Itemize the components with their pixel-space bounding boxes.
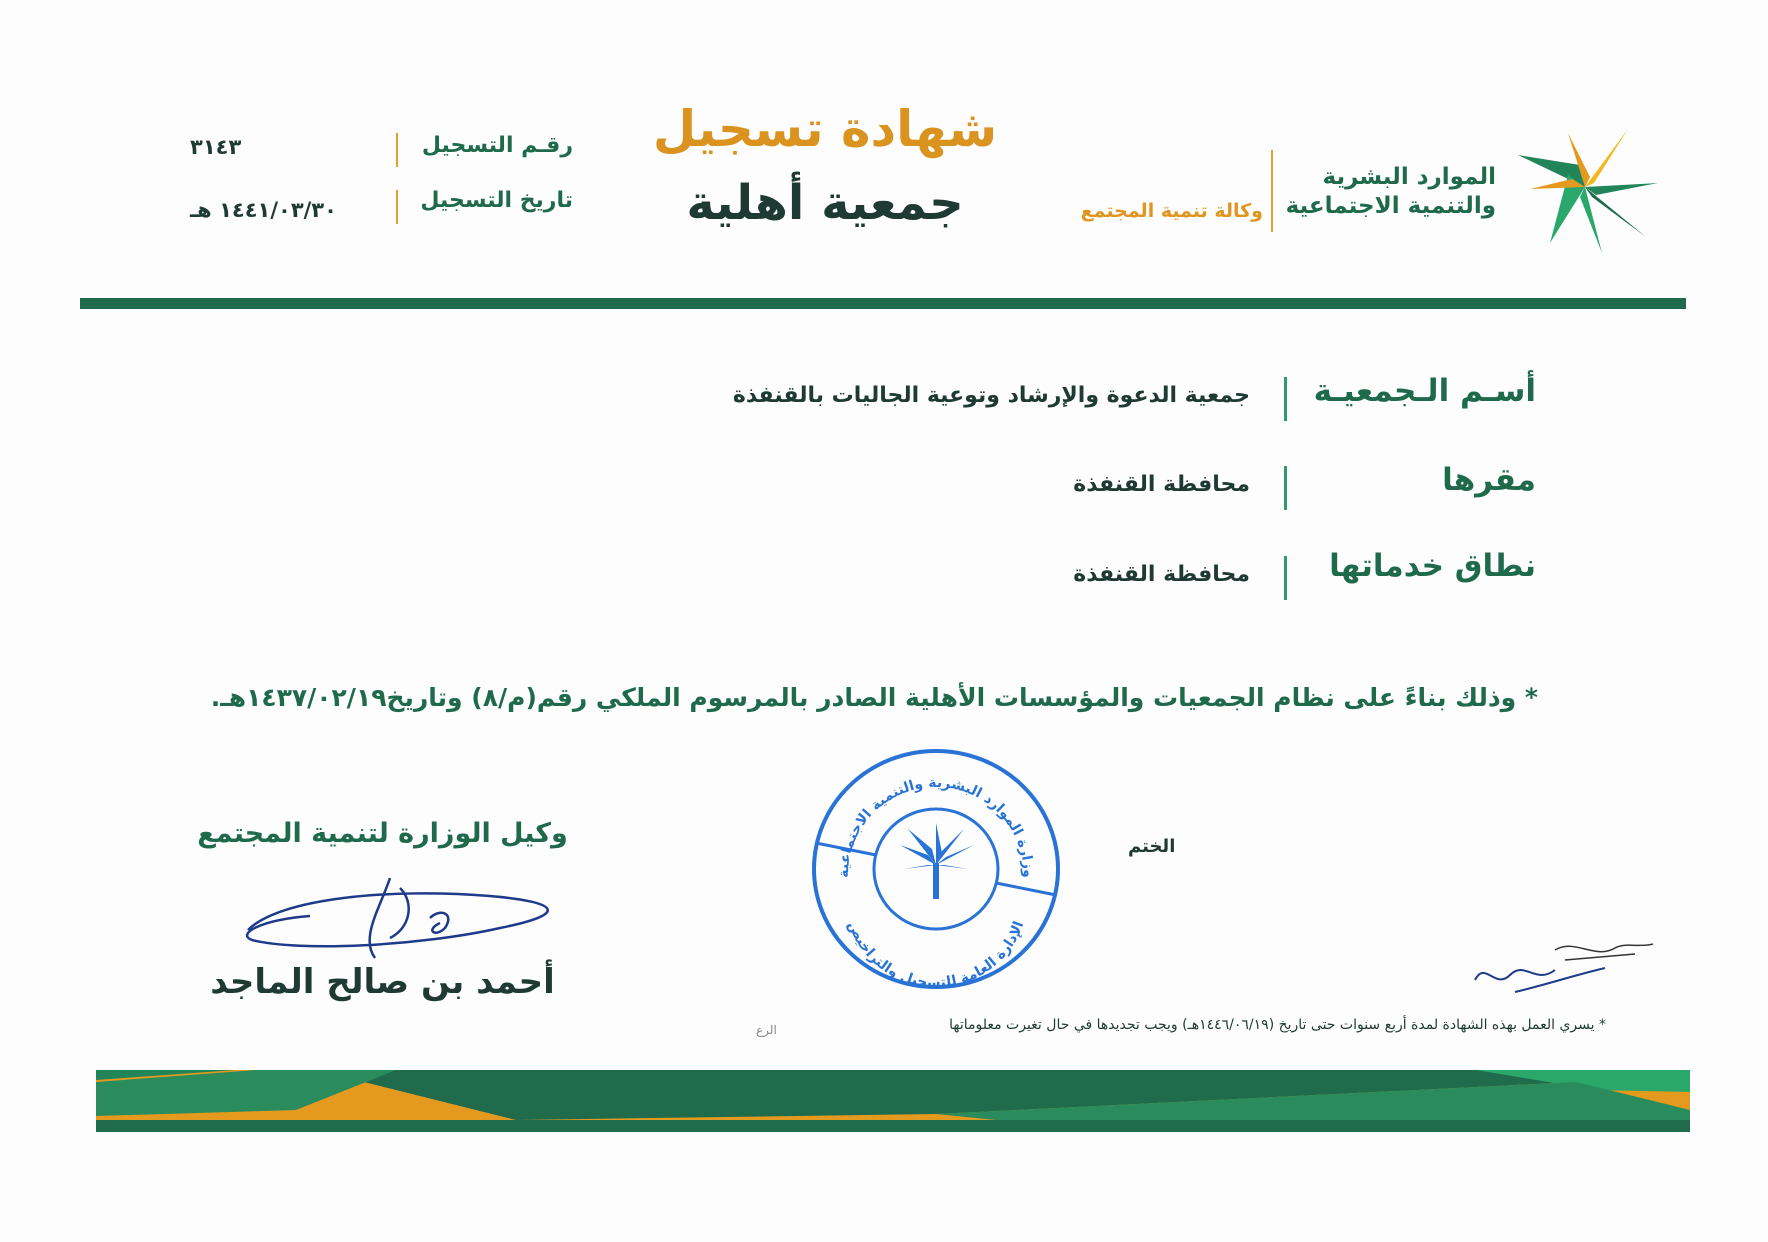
ministry-name-line2: والتنمية الاجتماعية (1285, 193, 1496, 219)
signature-graphic (240, 868, 570, 968)
svg-text:وزارة الموارد البشرية والتنمية: وزارة الموارد البشرية والتنمية الاجتماعية (835, 774, 1037, 878)
ministry-name-line1: الموارد البشرية (1322, 164, 1496, 190)
footer-decorative-band (96, 1070, 1690, 1132)
headquarters-value: محافظة القنفذة (1073, 472, 1250, 497)
association-name-label: أسـم الـجمعيـة (1313, 373, 1536, 409)
certificate-title: شهادة تسجيل (652, 100, 998, 158)
field-divider (1284, 556, 1287, 600)
validity-note: * يسري العمل بهذه الشهادة لمدة أربع سنوات حتى تاريخ (١٤٤٦/٠٦/١٩هـ) ويجب تجديدها في حال تغيرت معلوماتها (949, 1017, 1606, 1033)
registration-date: ١٤٤١/٠٣/٣٠ هـ (190, 198, 337, 222)
headquarters-label: مقرها (1442, 462, 1536, 498)
field-divider (1284, 377, 1287, 421)
header-rule (80, 298, 1686, 309)
agency-name: وكالة تنمية المجتمع (1080, 200, 1263, 222)
field-divider (1284, 466, 1287, 510)
official-stamp (808, 745, 1064, 993)
service-scope-label: نطاق خدماتها (1329, 548, 1536, 584)
registration-number-divider (396, 133, 398, 167)
svg-text:الإدارة العامة للتسجيل والتراخ: الإدارة العامة للتسجيل والتراخيص (844, 918, 1028, 992)
stamp-label: الختم (1128, 836, 1176, 857)
registration-number-label: رقـم التسجيل (421, 133, 573, 158)
service-scope-value: محافظة القنفذة (1073, 562, 1250, 587)
registration-date-divider (396, 190, 398, 224)
legal-basis-note: * وذلك بناءً على نظام الجمعيات والمؤسسات الأهلية الصادر بالمرسوم الملكي رقم(م/٨) وتاريخ١٤٣٧/٠٢/١٩هـ. (210, 683, 1538, 712)
initials-graphic (1465, 930, 1655, 1005)
footnote-mark: الرع (756, 1023, 777, 1037)
ministry-logo-icon (1510, 125, 1660, 255)
registration-date-label: تاريخ التسجيل (420, 188, 573, 213)
signer-name: أحمد بن صالح الماجد (210, 962, 555, 1002)
certificate-subtitle: جمعية أهلية (686, 175, 964, 231)
header-divider (1271, 150, 1273, 232)
association-name-value: جمعية الدعوة والإرشاد وتوعية الجاليات بالقنفذة (732, 383, 1250, 408)
registration-number: ٣١٤٣ (190, 135, 242, 159)
signer-title: وكيل الوزارة لتنمية المجتمع (197, 818, 568, 849)
ministry-name (1286, 163, 1496, 221)
